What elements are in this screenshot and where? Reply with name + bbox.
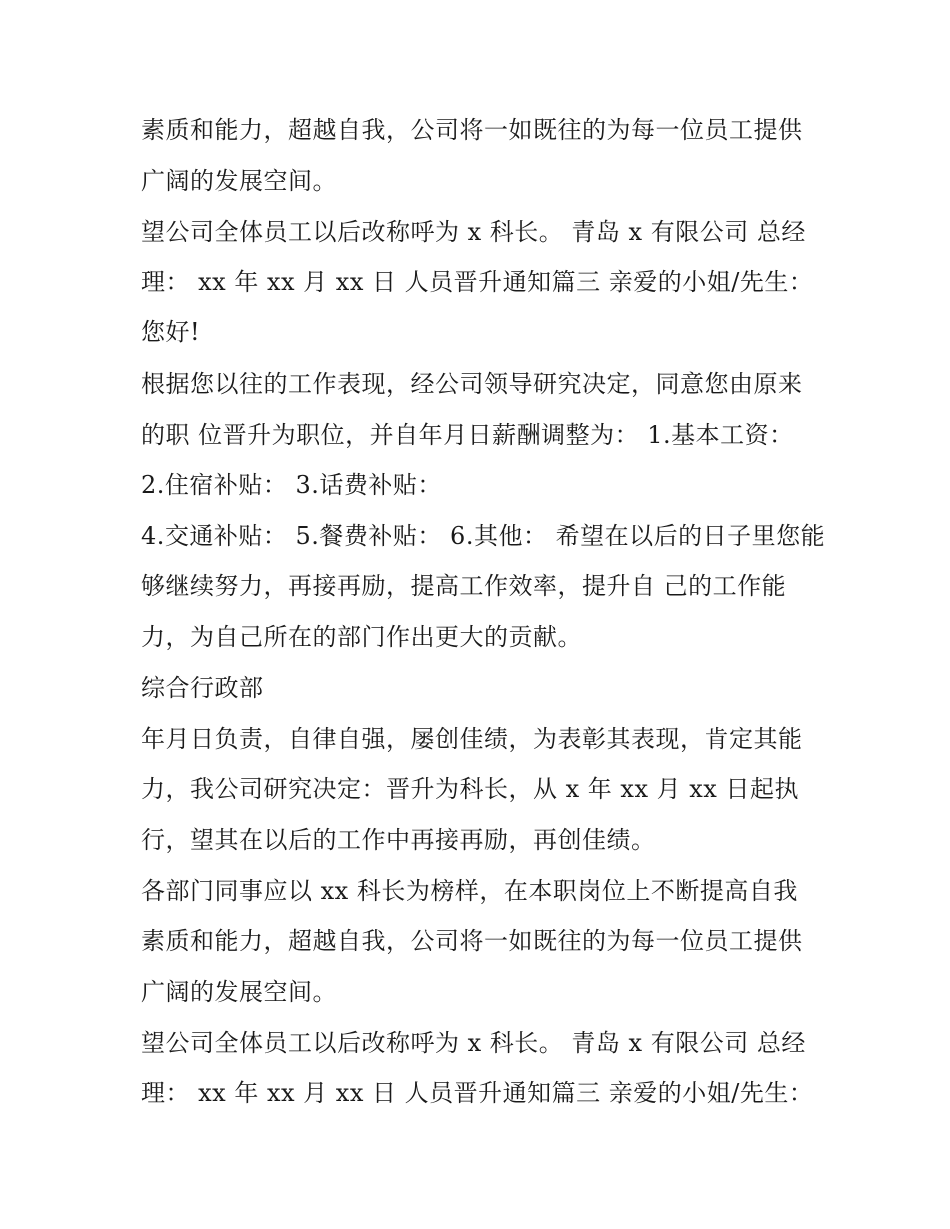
text-line: 够继续努力，再接再励，提高工作效率，提升自 己的工作能 <box>141 572 787 600</box>
text-line: 广阔的发展空间。 <box>141 978 337 1006</box>
text-line: 2.住宿补贴： 3.话费补贴： <box>141 471 442 499</box>
text-line: 广阔的发展空间。 <box>141 167 337 195</box>
text-line: 的职 位晋升为职位，并自年月日薪酬调整为： 1.基本工资： <box>141 421 794 449</box>
text-line: 行，望其在以后的工作中再接再励，再创佳绩。 <box>141 826 656 854</box>
text-line: 素质和能力，超越自我，公司将一如既往的为每一位员工提供 <box>141 116 803 144</box>
text-line: 望公司全体员工以后改称呼为 x 科长。 青岛 x 有限公司 总经 <box>141 218 806 246</box>
text-line: 年月日负责，自律自强，屡创佳绩，为表彰其表现，肯定其能 <box>141 725 803 753</box>
text-line: 力，我公司研究决定：晋升为科长，从 x 年 xx 月 xx 日起执 <box>141 775 799 803</box>
text-line: 根据您以往的工作表现，经公司领导研究决定，同意您由原来 <box>141 370 803 398</box>
text-line: 望公司全体员工以后改称呼为 x 科长。 青岛 x 有限公司 总经 <box>141 1029 806 1057</box>
text-line: 力，为自己所在的部门作出更大的贡献。 <box>141 623 582 651</box>
text-line: 理： xx 年 xx 月 xx 日 人员晋升通知篇三 亲爱的小姐/先生： <box>141 1079 814 1107</box>
text-line: 您好! <box>141 318 201 346</box>
text-line: 理： xx 年 xx 月 xx 日 人员晋升通知篇三 亲爱的小姐/先生： <box>141 268 814 296</box>
text-line: 素质和能力，超越自我，公司将一如既往的为每一位员工提供 <box>141 927 803 955</box>
text-line: 各部门同事应以 xx 科长为榜样，在本职岗位上不断提高自我 <box>141 877 798 905</box>
text-line: 4.交通补贴： 5.餐费补贴： 6.其他： 希望在以后的日子里您能 <box>141 522 826 550</box>
section-heading: 综合行政部 <box>141 674 264 702</box>
